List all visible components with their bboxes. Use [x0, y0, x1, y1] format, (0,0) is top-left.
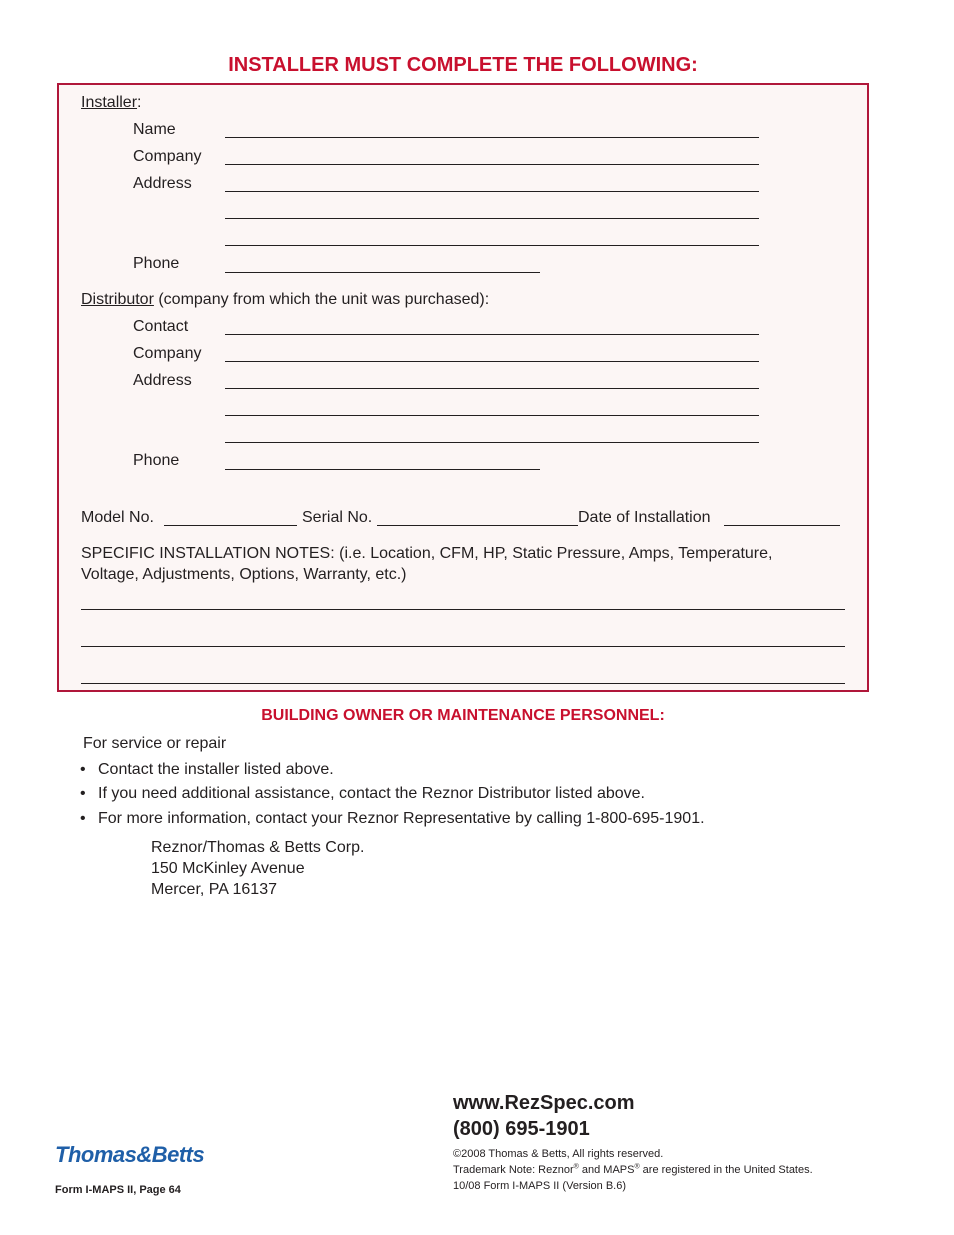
form-version: 10/08 Form I-MAPS II (Version B.6): [453, 1180, 627, 1192]
notes-field-2[interactable]: [81, 646, 845, 647]
bullet-marker: •: [80, 785, 86, 802]
bullet-text: If you need additional assistance, contact the Reznor Distributor listed above.: [98, 785, 645, 802]
bullet-text: Contact the installer listed above.: [98, 761, 334, 778]
page-label: Form I-MAPS II, Page 64: [55, 1184, 181, 1196]
list-item: [80, 784, 880, 803]
model-label: Model No.: [81, 509, 154, 526]
installer-company-field[interactable]: [225, 164, 759, 165]
distributor-company-field[interactable]: [225, 361, 759, 362]
distributor-address-field-2[interactable]: [225, 415, 759, 416]
list-item: [80, 809, 880, 828]
page-title: INSTALLER MUST COMPLETE THE FOLLOWING:: [228, 54, 698, 76]
owner-section-title: BUILDING OWNER OR MAINTENANCE PERSONNEL:: [261, 707, 665, 724]
distributor-heading: [81, 290, 489, 309]
list-item: [80, 760, 880, 779]
model-field[interactable]: [164, 525, 297, 526]
distributor-address-field-3[interactable]: [225, 442, 759, 443]
installer-company-label: Company: [133, 148, 202, 165]
installer-form-box: [57, 83, 869, 692]
trademark-note: [453, 1162, 813, 1178]
date-field[interactable]: [724, 525, 840, 526]
registered-mark: ®: [634, 1163, 640, 1171]
phone-number: (800) 695-1901: [453, 1118, 590, 1140]
distributor-heading-suffix: (company from which the unit was purchased):: [153, 291, 490, 308]
notes-line-2: Voltage, Adjustments, Options, Warranty, etc.): [81, 566, 407, 583]
installer-heading-suffix: :: [137, 94, 142, 111]
website-link[interactable]: www.RezSpec.com: [453, 1092, 635, 1114]
distributor-phone-label: Phone: [133, 452, 180, 469]
registered-mark: ®: [573, 1163, 579, 1171]
trademark-suffix: are registered in the United States.: [639, 1164, 813, 1176]
notes-line-1: SPECIFIC INSTALLATION NOTES: (i.e. Location, CFM, HP, Static Pressure, Amps, Temperature,: [81, 545, 773, 562]
installer-phone-label: Phone: [133, 255, 180, 272]
installer-address-label: Address: [133, 175, 192, 192]
trademark-prefix: Trademark Note: Reznor: [453, 1164, 574, 1176]
owner-intro: For service or repair: [83, 735, 227, 752]
distributor-address-field-1[interactable]: [225, 388, 759, 389]
distributor-company-label: Company: [133, 345, 202, 362]
trademark-mid: and MAPS: [578, 1164, 635, 1176]
copyright-text: ©2008 Thomas & Betts, All rights reserved.: [453, 1148, 664, 1160]
bullet-marker: •: [80, 810, 86, 827]
thomas-betts-logo: Thomas&Betts: [55, 1142, 205, 1167]
address-line: 150 McKinley Avenue: [151, 860, 305, 877]
installer-address-field-2[interactable]: [225, 218, 759, 219]
distributor-heading-label: Distributor: [81, 291, 154, 308]
serial-label: Serial No.: [302, 509, 373, 526]
installer-phone-field[interactable]: [225, 272, 540, 273]
footer-contact: [453, 1090, 635, 1142]
address-line: Mercer, PA 16137: [151, 881, 277, 898]
bullet-text: For more information, contact your Reznor Representative by calling 1-800-695-1901.: [98, 810, 705, 827]
installer-heading-label: Installer: [81, 94, 138, 111]
date-label: Date of Installation: [578, 509, 711, 526]
notes-field-1[interactable]: [81, 609, 845, 610]
address-line: Reznor/Thomas & Betts Corp.: [151, 839, 365, 856]
distributor-contact-label: Contact: [133, 318, 189, 335]
installer-address-field-3[interactable]: [225, 245, 759, 246]
installer-heading: [81, 93, 141, 112]
installer-address-field-1[interactable]: [225, 191, 759, 192]
notes-field-3[interactable]: [81, 683, 845, 684]
company-address: [151, 837, 364, 900]
distributor-contact-field[interactable]: [225, 334, 759, 335]
serial-field[interactable]: [377, 525, 578, 526]
installer-name-label: Name: [133, 121, 176, 138]
distributor-address-label: Address: [133, 372, 192, 389]
distributor-phone-field[interactable]: [225, 469, 540, 470]
installer-name-field[interactable]: [225, 137, 759, 138]
bullet-marker: •: [80, 761, 86, 778]
